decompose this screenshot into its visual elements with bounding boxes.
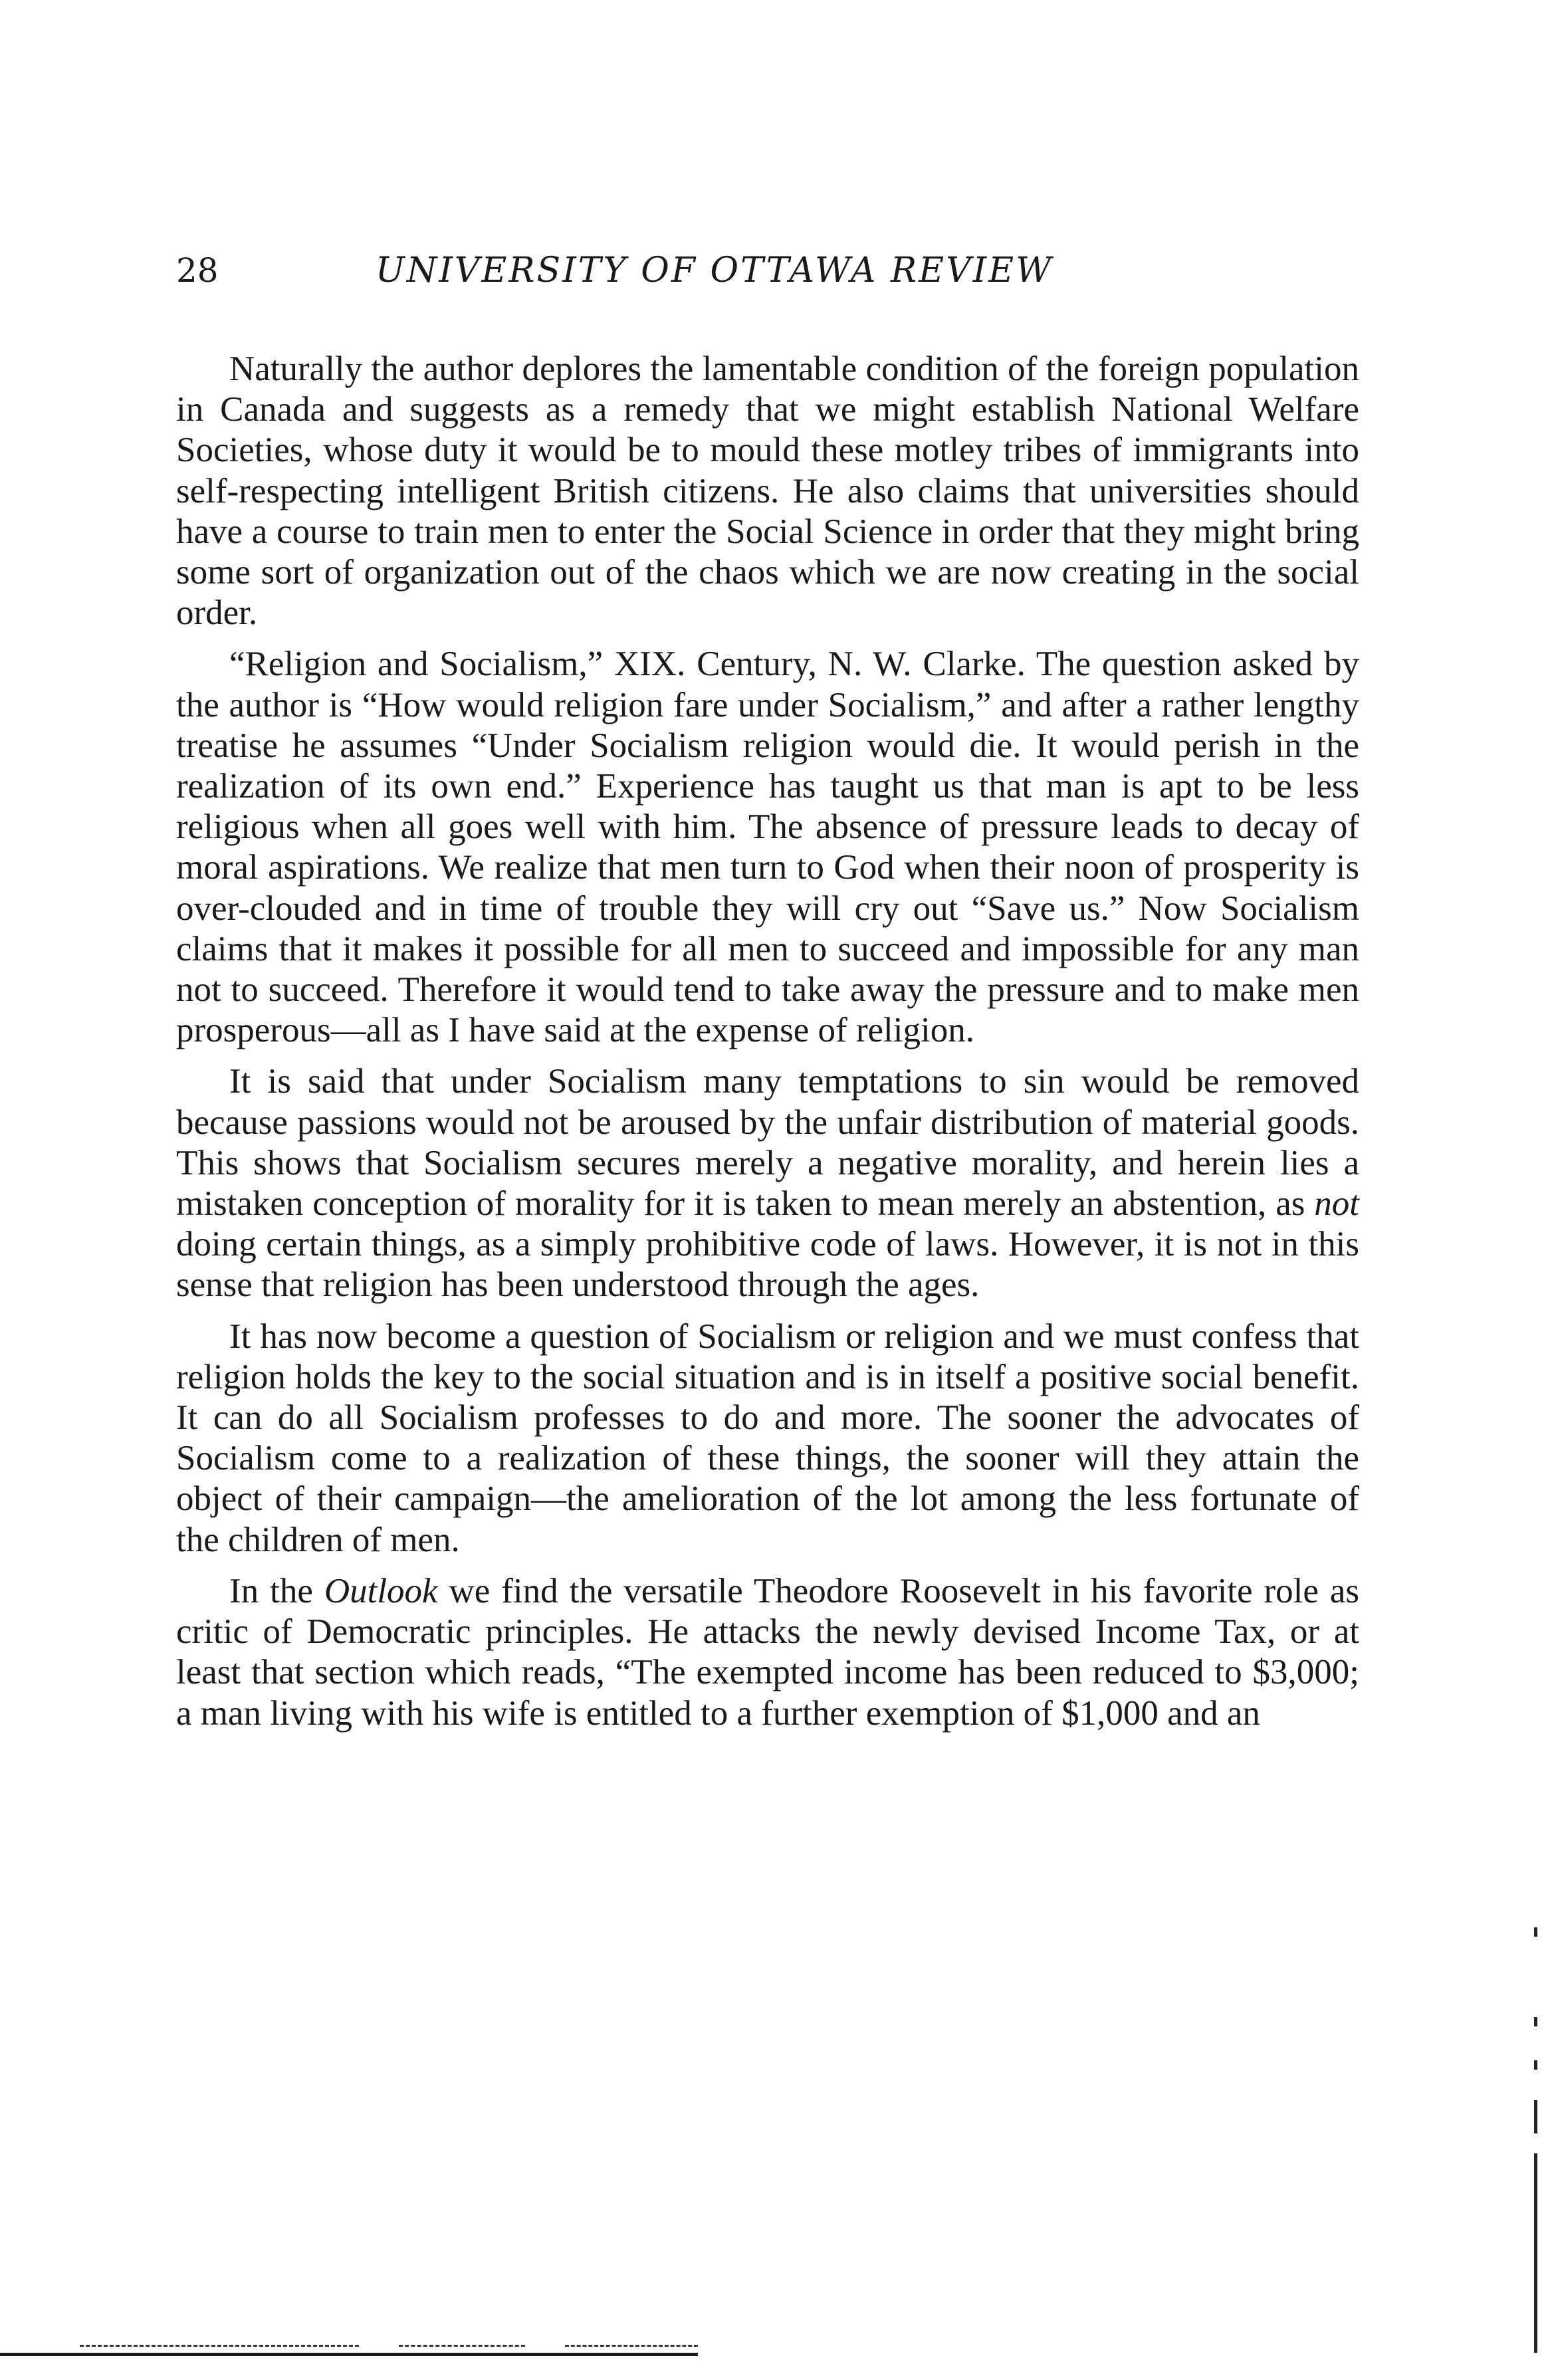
page-number: 28	[176, 251, 219, 290]
paragraph-text: In the	[229, 1571, 324, 1610]
paragraph-foreign-population: Naturally the author deplores the lamentable condition of the foreign population in Canada and suggests as a remedy that we might establish National Welfare Societies, whose duty it would be to mould these motley tribes of immigrants into self-respecting intelligent British citizens. He also claims that universities should have a course to train men to enter the Social Science in order that they might bring some sort of organization out of the chaos which we are now creating in the social order.	[176, 350, 1359, 633]
scan-bottom-rule	[0, 2353, 698, 2356]
article-body	[176, 349, 1359, 1734]
scan-edge-mark	[1534, 2017, 1537, 2026]
scan-edge-mark	[1534, 2060, 1537, 2070]
scan-bottom-dash	[80, 2345, 359, 2347]
paragraph-socialism-or-religion: It has now become a question of Socialism or religion and we must confess that religion holds the key to the social situation and is in itself a positive social benefit. It can do all Socialism professes to do and more. The sooner the advocates of Socialism come to a realization of these things, the sooner will they attain the object of their campaign—the amelioration of the lot among the less fortunate of the children of men.	[176, 1317, 1359, 1559]
running-head: UNIVERSITY OF OTTAWA REVIEW	[376, 251, 1053, 290]
paragraph-negative-morality	[176, 1061, 1359, 1305]
page-header	[176, 247, 1359, 294]
paragraph-text: we find the versatile Theodore Roosevelt in his favorite role as critic of Democratic principles. He attacks the newly devised Income Tax, or at least that section which reads, “The exempted income has been reduced to $3,000; a man living with his wife is entitled to a further exemption of $1,000 and an	[176, 1571, 1359, 1733]
paragraph-text: It is said that under Socialism many temptations to sin would be removed because passions would not be aroused by the unfair distribution of material goods. This shows that Socialism secures merely a negative morality, and herein lies a mistaken conception of morality for it is taken to mean merely an abstention, as	[176, 1062, 1359, 1224]
emphasis-text: Outlook	[324, 1571, 438, 1610]
scan-bottom-dash	[399, 2345, 525, 2347]
paragraph-text: doing certain things, as a simply prohibitive code of laws. However, it is not in this sense that religion has been understood through the ages.	[176, 1225, 1359, 1305]
scan-edge-mark	[1534, 1927, 1537, 1937]
scan-edge-mark	[1534, 2153, 1537, 2353]
paragraph-outlook-roosevelt	[176, 1571, 1359, 1734]
scan-bottom-dash	[565, 2345, 698, 2347]
paragraph-religion-and-socialism: “Religion and Socialism,” XIX. Century, N. W. Clarke. The question asked by the author is “How would religion fare under Socialism,” and after a rather lengthy treatise he assumes “Under Socialism religion would die. It would perish in the realization of its own end.” Experience has taught us that man is apt to be less religious when all goes well with him. The absence of pressure leads to decay of moral aspirations. We realize that men turn to God when their noon of prosperity is over-clouded and in time of trouble they will cry out “Save us.” Now Socialism claims that it makes it possible for all men to succeed and impossible for any man not to succeed. Therefore it would tend to take away the pressure and to make men prosperous—all as I have said at the expense of religion.	[176, 645, 1359, 1050]
emphasis-text: not	[1314, 1184, 1359, 1224]
scan-edge-mark	[1534, 2100, 1537, 2133]
